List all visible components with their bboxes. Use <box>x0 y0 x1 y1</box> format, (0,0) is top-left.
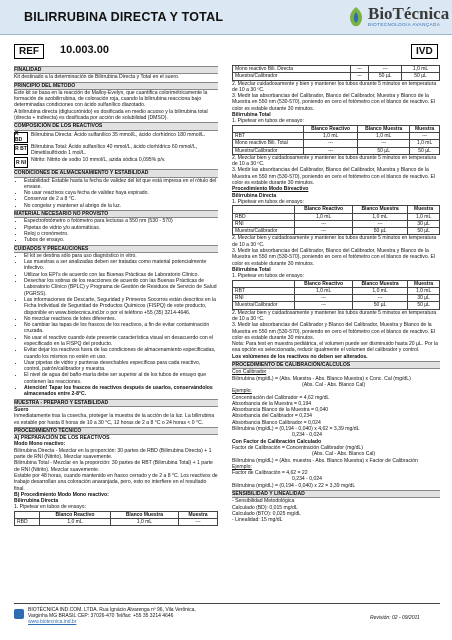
section-heading: COMPOSICIÓN DE LOS REACTIVOS <box>14 122 218 130</box>
paragraph: A bilirrubina directa (diglucurónido) es dosificada en medio acuoso y la bilirrubina total (directa + indirecta) es dosificada por acción de solubilidad (DMSO). <box>14 108 208 122</box>
note: Nota: Para test en muestra pediátrica, el volumen puede ser disminuido hasta 20 µL. Por la esa opción es seleccionada, reducir igualmente el volumen del calibrador y control. <box>232 341 438 354</box>
pipetting-table <box>232 280 440 310</box>
list-item: • Evitar dejar los reactivos fuera de las condiciones de almacenamiento especificadas, cuando los mismos no estén en uso. <box>24 347 218 360</box>
paragraph: 3. Medir las absorbancias del Calibrador, Blanco del Calibrador, Muestra y Blanco de la Muestra en 550 nm (530-570), poniendo en cero el fotómetro con el blanco de reactivo. El color es estable durante 30 minutos. <box>232 248 436 267</box>
logo-tagline: BIOTECNOLOGIA AVANÇADA <box>368 22 441 27</box>
logo-emblem-icon <box>346 6 366 28</box>
list-item: • El nivel de agua del baño-maría debe ser superior al de los tubos de ensayo que contienen las reacciones. <box>24 372 218 385</box>
table-cell <box>233 125 304 132</box>
table-cell: 50 µL <box>352 302 407 309</box>
list-item: • Espectrofotómetro o fotómetro para lecturas a 550 nm (530 - 570) <box>24 218 218 224</box>
footer-logo-icon <box>14 609 24 619</box>
subheading: Bilirrubina Total <box>232 266 271 273</box>
table-cell: Mono reactivo Bili. Total <box>233 140 304 147</box>
list-item: • Conservar de 2 a 8 °C. <box>24 196 218 202</box>
table-cell: RBT <box>233 132 304 139</box>
table-cell: RNI <box>233 220 295 227</box>
table-cell: --- <box>295 220 353 227</box>
table-cell: --- <box>295 302 353 309</box>
formula-denominator: (Abs. Cal - Abs. Blanco Cal) <box>302 381 366 388</box>
subheading: Bilirrubina Directa <box>14 498 59 505</box>
subheading: Con Factor de Calibración Calculado <box>232 438 322 445</box>
storage-list <box>14 178 218 209</box>
list-item: • No congelar y mantener al abrigo de la luz. <box>24 203 218 209</box>
table-row <box>233 132 440 139</box>
table-cell: RBD <box>15 519 40 526</box>
table-cell: --- <box>352 295 407 302</box>
section-heading: PROCEDIMIENTO TÉCNICO <box>14 427 218 435</box>
paragraph: 3. Medir las absorbancias del Calibrador, Blanco del Calibrador, Muestra y Blanco de la Muestra en 550 nm (530-570), poniendo en cero el fotómetro con el blanco de reactivo. El color es estable durante 30 minutos. <box>232 93 436 112</box>
paragraph: Bilirrubina Directa - Mezclar en la proporción: 30 partes de RBD (Bilirrubina Directa) + 1 parte de RNI (Nitrito). Mezclar suavemente. <box>14 447 212 461</box>
table-cell: --- <box>410 132 440 139</box>
formula: Factor de Calibración = Concentración Calibrador (mg/dL) <box>232 444 363 451</box>
table-row <box>233 228 440 235</box>
table-cell: Muestra <box>410 125 440 132</box>
table-cell: 1,0 mL <box>352 213 407 220</box>
paragraph: 2. Mezclar bien y cuidadosamente y mantener los tubos durante 5 minutos en temperatura de 10 a 30 ºC. <box>232 154 437 168</box>
list-item: • Tubos de ensayo. <box>24 237 218 243</box>
table-cell: Muestra/Calibrador <box>233 302 295 309</box>
note-emphasis: Los volúmenes de los reactivos no deben ser alterados. <box>232 353 368 360</box>
table-cell: 50 µL <box>408 228 440 235</box>
table-cell: --- <box>304 140 358 147</box>
table-cell: 50 µL <box>410 147 440 154</box>
subheading: Bilirrubina Directa <box>232 192 277 199</box>
list-item: • No usar reactivos cuya fecha de validez haya expirado. <box>24 190 218 196</box>
paragraph: 2. Mezclar bien y cuidadosamente y mantener los tubos durante 5 minutos en temperatura de 10 a 30 ºC. <box>232 235 437 248</box>
example-line: Concentración del Calibrador = 4,62 mg/dL <box>232 394 330 401</box>
paragraph: Bilirrubina Total - Mezclar en la proporción: 30 partes de RBT (Bilirrubina Total) + 1 parte de RNI (Nitrito). Mezclar suavemente. <box>14 460 213 473</box>
material-list <box>14 218 218 243</box>
list-item: • El kit se destina sólo para uso diagnóstico in vitro. <box>24 253 218 259</box>
table-cell: RBD <box>233 213 295 220</box>
paragraph: 1. Pipetear en tubos de ensayo: <box>14 504 86 511</box>
ref-number: 10.003.00 <box>60 44 109 56</box>
subheading: Ejemplo: <box>232 463 252 470</box>
paragraph: 3. Medir las absorbancias del Calibrador, Blanco del Calibrador, Muestra y Blanco de la Muestra en 550 nm (530-570), poniendo en cero el fotómetro con el blanco de reactivo. El color es estable durante 30 minutos. <box>232 167 436 187</box>
table-cell: 1,0 mL <box>408 213 440 220</box>
section-heading: CONDICIONES DE ALMACENAMIENTO Y ESTABILIDAD <box>14 169 218 177</box>
list-item: • No mezclar reactivos de lotes diferentes. <box>24 316 218 322</box>
table-cell: 30 µL <box>408 295 440 302</box>
reagent-symbol: R BD <box>14 132 28 143</box>
subheading: Suero <box>14 406 29 413</box>
sensitivity-line: Calculado (BD): 0,015 mg/dL <box>232 504 298 511</box>
table-cell: Mono reactivo Bili. Directa <box>233 66 351 73</box>
reagent-text: Bilirrubina Total: Ácido sulfanílico 40 mmol/L, ácido clorhídrico 60 mmol/L, Dimetilsulfóxido 1 mol/L. <box>31 143 198 156</box>
table-row <box>233 302 440 309</box>
paragraph: 1. Pipetear en tubos de ensayo: <box>232 273 304 280</box>
right-column <box>232 65 440 523</box>
reagent-item <box>14 132 218 143</box>
left-column <box>14 65 218 526</box>
reagent-item <box>14 144 218 157</box>
table-cell: Blanco Muestra <box>110 511 178 518</box>
formula: Bilirrubina (mg/dL) = (Abs. muestra - Abs. Blanco Muestra) x Factor de Calibración <box>232 457 418 464</box>
table-cell: RNI <box>233 295 295 302</box>
table-row <box>233 147 440 154</box>
reagent-symbol: R NI <box>14 157 28 168</box>
list-item: • Usar pipetas de vidrio y punteras desechables específicas para cada reactivo, control, patrón/calibrador y muestra. <box>24 360 218 373</box>
reagent-text: Nitrito: Nitrito de sodio 10 mmol/L, azida sódica 0,095% p/v. <box>31 157 166 164</box>
footer-address <box>28 607 196 625</box>
reagent-item <box>14 157 218 168</box>
reagent-symbol: R BT <box>14 144 28 155</box>
table-row <box>233 287 440 294</box>
paragraph: Inmediatamente tras la cosecha, proteger la muestra de la acción de la luz. La bilirrubina es estable por hasta 8 horas de 10 a 30 °C, 12 horas de 2 a 8 °C o 24 horas < 0 °C. <box>14 413 215 426</box>
paragraph: 2. Mezclar bien y cuidadosamente y mantener los tubos durante 5 minutos en temperatura de 10 a 30 ºC. <box>232 309 437 322</box>
table-cell: 50 µL <box>402 73 440 80</box>
formula: Bilirrubina (mg/dL) = (0,194 - 0,040) x 4,62 = 3,39 mg/dL <box>232 426 360 433</box>
paragraph: 1. Pipetear en tubos de ensayo: <box>232 118 304 125</box>
table-cell: --- <box>178 519 217 526</box>
reagent-text: Bilirrubina Directa: Ácido sulfanílico 35 mmol/L, ácido clorhídrico 180 mmol/L. <box>31 131 206 138</box>
sensitivity-line: - Linealidad: 15 mg/dL <box>232 517 283 524</box>
table-cell: 1,0 mL <box>410 140 440 147</box>
table-header-row <box>233 206 440 213</box>
formula: Bilirrubina (mg/dL) = (0,194 - 0,040) x 22 = 3,39 mg/dL <box>232 482 356 489</box>
example-line: Absorbancia Blanco de la Muestra = 0,040 <box>232 407 329 414</box>
table-row <box>233 213 440 220</box>
list-item: • Las muestras a ser analizadas deben ser tratadas como material potencialmente infectivo. <box>24 259 218 272</box>
table-header-row <box>233 280 440 287</box>
formula-denominator: (Abs. Cal - Abs. Blanco Cal) <box>312 451 376 458</box>
list-item: • Atención! Tapar los frascos de reactivos después de usarlos, conservándolos almacenados entre 2-8°C. <box>24 385 218 398</box>
table-cell: 1,0 mL <box>358 132 410 139</box>
table-cell: Blanco Muestra <box>352 280 407 287</box>
table-cell: Blanco Reactivo <box>304 125 358 132</box>
table-cell: Muestra <box>408 280 440 287</box>
ivd-label: IVD <box>411 44 438 59</box>
precautions-list <box>14 253 218 398</box>
table-cell: --- <box>352 220 407 227</box>
paragraph: 1. Pipetear en tubos de ensayo: <box>232 198 304 205</box>
formula: Factor de Calibración = 4,62 = 22 <box>232 470 308 477</box>
subheading: Modo Mono reactivo: <box>14 441 66 448</box>
list-item: • Utilizar los EPI's de acuerdo con las Buenas Prácticas de Laboratorio Clínico. <box>24 272 218 278</box>
example-line: Absorbancia Blanco Calibrador = 0,024 <box>232 419 321 426</box>
table-cell: 1,0 mL <box>402 66 440 73</box>
table-cell: Muestra <box>178 511 217 518</box>
subheading: Procedimiento Modo Bireactivo <box>232 186 309 193</box>
paragraph: Este kit se basa en la reacción de Malloy-Evelyn, que cuantifica colorimétricamente la formación de azobilirrubina, de coloración roja, cuando la bilirrubina reacciona bajo determinadas condiciones con ácido sulfanílico diazotado. <box>14 89 208 109</box>
list-item: • Pipetas de vidrio y/o automáticas. <box>24 225 218 231</box>
table-cell: 1,0 mL <box>295 213 353 220</box>
table-cell: Blanco Muestra <box>352 206 407 213</box>
subheading: Ejemplo: <box>232 388 252 395</box>
paragraph: 3. Medir las absorbancias del Calibrador y Blanco del Calibrador, Muestra y Blanco de la Muestra en 550 nm (530-570), poniendo en cero el fotómetro con el blanco de reactivo. El color es estable durante 30 minutos. <box>232 322 436 341</box>
example-line: Absorbancia del Calibrador = 0,234 <box>232 413 312 420</box>
table-row <box>233 140 440 147</box>
section-heading: MUESTRA - PREPARO Y ESTABILIDAD <box>14 399 218 407</box>
section-heading: FINALIDAD <box>14 66 218 74</box>
table-row <box>15 519 218 526</box>
section-heading: PRINCIPIO DEL METODO <box>14 82 218 90</box>
table-cell: 1,0 mL <box>295 287 353 294</box>
table-cell <box>15 511 40 518</box>
paragraph: 2. Mezclar cuidadosamente y bien y mantener los tubos durante 5 minutos en temperatura de 10 a 30 ºC. <box>232 80 437 93</box>
table-cell: 1,0 mL <box>304 132 358 139</box>
revision-label: Revisión: 02 - 09/2011 <box>370 615 420 621</box>
footer-line: BIOTÉCNICA IND.COM. LTDA. Rua Ignácio Alvarenga nº 96, Vila Verônica, <box>28 607 196 613</box>
table-cell <box>233 206 295 213</box>
formula-denominator: 0,234 - 0,024 <box>292 476 323 483</box>
pipetting-table <box>232 125 440 155</box>
table-cell: 1,0 mL <box>110 519 178 526</box>
section-heading: CUIDADOS Y PRECAUCIONES <box>14 245 218 253</box>
document-title: BILIRRUBINA DIRECTA Y TOTAL <box>24 10 224 24</box>
table-cell: Blanco Reactivo <box>40 511 111 518</box>
table-cell: --- <box>350 66 369 73</box>
example-line: Absorbancia de la Muestra = 0,194 <box>232 400 312 407</box>
table-cell: 30 µL <box>408 220 440 227</box>
table-cell: 1,0 mL <box>408 287 440 294</box>
table-cell: 50 µL <box>358 147 410 154</box>
section-heading: MATERIAL NECESARIO NO PROVISTO <box>14 210 218 218</box>
paragraph: Estable por 48 horas, cuando mantenido en frasco cerrado y de 2 a 8 °C. Los reactivos de trabajo desarrollan una coloración anaranjada, pero, esto no interfiere en el resultado final. <box>14 472 218 492</box>
table-row <box>233 66 440 73</box>
table-row <box>233 73 440 80</box>
sensitivity-line: - Sensibilidad Metodológica <box>232 498 295 505</box>
table-header-row <box>15 511 218 518</box>
pipetting-table <box>14 511 218 527</box>
table-cell <box>233 280 295 287</box>
list-item: • Estabilidad: Estable hasta la fecha de validez del kit que está impresa en el rótulo del envase. <box>24 178 218 191</box>
footer-line: Varginha MG BRASIL CEP: 37026-470 Tel/fax: +55 35 3214 4646 <box>28 613 174 619</box>
table-cell: --- <box>295 295 353 302</box>
table-cell: --- <box>369 66 402 73</box>
list-item: • Desechar los sobras de los reacciones de acuerdo con las Buenas Prácticas de Laboratorio Clínico (BPLC) y Programa de Gestión de Residuos de Servicio de Salud (PGRSS). <box>24 278 218 297</box>
table-cell: Muestra/Calibrador <box>233 147 304 154</box>
table-cell: Blanco Reactivo <box>295 206 353 213</box>
table-cell: 50 µL <box>408 302 440 309</box>
table-cell: Muestra <box>408 206 440 213</box>
table-header-row <box>233 125 440 132</box>
list-item: • No cambiar las tapas de los frascos de los reactivos, a fin de evitar contaminación cruzada. <box>24 322 218 335</box>
table-cell: Muestra/Calibrador <box>233 73 351 80</box>
footer-divider <box>14 603 440 604</box>
table-cell: --- <box>304 147 358 154</box>
pipetting-table <box>232 65 440 81</box>
subheading: B) Procedimiento Modo Mono reactivo: <box>14 491 109 498</box>
table-cell: 50 µL <box>369 73 402 80</box>
subheading: Con Calibrador <box>232 369 267 376</box>
table-cell: --- <box>350 73 369 80</box>
list-item: • No usar el reactivo cuando éste presente característica visual en desacuerdo con el especificado en la FISPQ del producto. <box>24 335 218 348</box>
subheading: A) PREPARACIÓN DE LOS REACTIVOS <box>14 435 110 442</box>
list-item: • Reloj o cronómetro. <box>24 231 218 237</box>
table-row <box>233 295 440 302</box>
section-heading: SENSIBILIDAD Y LINEALIDAD <box>232 490 440 498</box>
section-heading: PROCEDIMIENTO DE CALIBRACIÓN/CALCULOS <box>232 361 440 369</box>
brand-logo <box>346 4 450 32</box>
subheading: Bilirrubina Total <box>232 112 271 119</box>
table-cell: --- <box>358 140 410 147</box>
paragraph: Kit destinado a la determinación de Bilirrubina Directa y Total en el suero. <box>14 74 180 81</box>
table-cell: RBT <box>233 287 295 294</box>
table-cell: 1,0 mL <box>352 287 407 294</box>
list-item: • Las informaciones de Descarte, Seguridad y Primeros Socorros están descritos en la Ficha Individual de Seguridad de Productos Químicos (FISPQ) de este producto, disponible en www.biotecnica.ind.br o por el teléfono +55 (35) 3214-4646. <box>24 297 218 316</box>
logo-wordmark: BioTécnica <box>368 4 450 23</box>
table-cell: --- <box>295 228 353 235</box>
formula: Bilirrubina (mg/dL) = (Abs. Muestra - Abs. Blanco Muestra) x Conc. Cal (mg/dL) <box>232 375 411 382</box>
ref-label: REF <box>14 44 44 59</box>
table-cell: Muestra/Calibrador <box>233 228 295 235</box>
pipetting-table <box>232 205 440 235</box>
footer-website-link[interactable]: www.biotecnica.ind.br <box>28 619 77 625</box>
table-row <box>233 220 440 227</box>
sensitivity-line: Calculado (BTO): 0,025 mg/dL <box>232 510 301 517</box>
table-cell: Blanco Reactivo <box>295 280 353 287</box>
table-cell: 50 µL <box>352 228 407 235</box>
formula-denominator: 0,234 - 0,024 <box>292 432 323 439</box>
table-cell: 1,0 mL <box>40 519 111 526</box>
table-cell: Blanco Muestra <box>358 125 410 132</box>
